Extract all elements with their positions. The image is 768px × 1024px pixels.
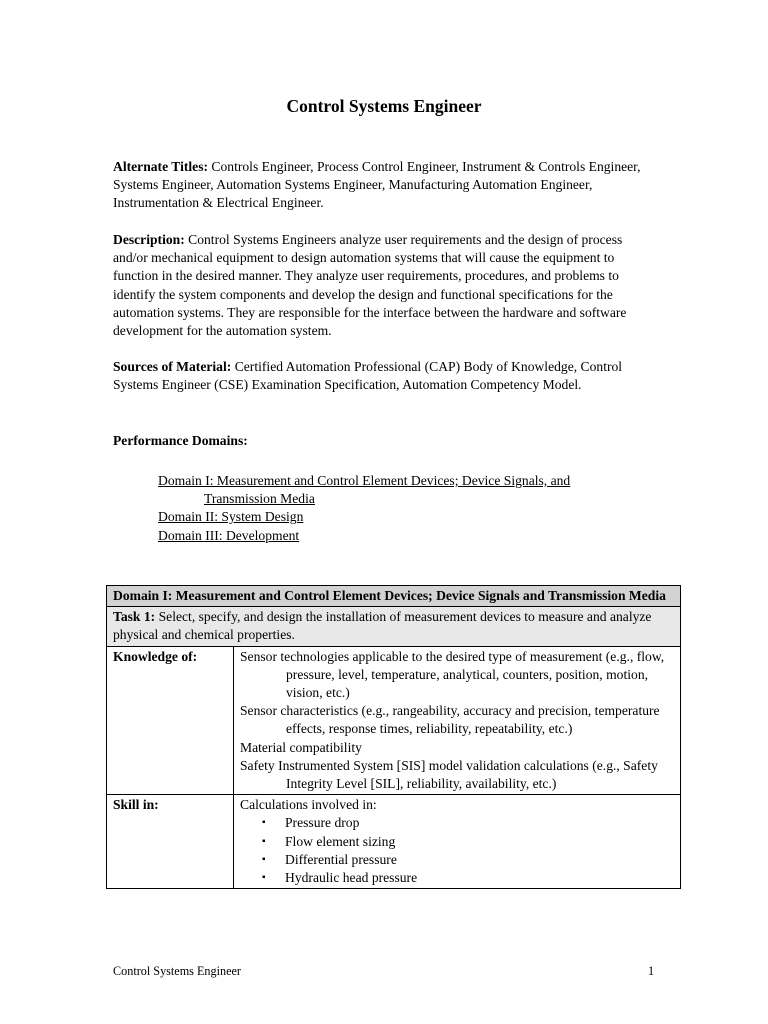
sources-paragraph — [113, 358, 658, 394]
skill-bullet-text: Differential pressure — [285, 851, 397, 867]
knowledge-item: Safety Instrumented System [SIS] model validation calculations (e.g., Safety Integrity Level [SIL], reliability, availability, etc.) — [240, 757, 658, 792]
knowledge-item: Sensor technologies applicable to the desired type of measurement (e.g., flow, pressure, level, temperature, analytical, counters, position, motion, vision, etc.) — [240, 648, 665, 701]
bullet-square-icon: ▪ — [262, 872, 266, 884]
skill-bullet-text: Pressure drop — [285, 815, 360, 831]
table-header-cell: Domain I: Measurement and Control Element Devices; Device Signals and Transmission Media — [107, 586, 681, 607]
knowledge-item: Material compatibility — [240, 739, 362, 755]
skill-row — [107, 795, 681, 889]
knowledge-item: Sensor characteristics (e.g., rangeability, accuracy and precision, temperature effects, response times, reliability, repeatability, etc.) — [240, 703, 660, 737]
bullet-square-icon: ▪ — [262, 835, 266, 847]
list-item — [240, 814, 674, 832]
performance-domains-heading — [113, 432, 658, 450]
domain-1-link-line1: Domain I: Measurement and Control Element Devices; Device Signals, and — [158, 473, 571, 488]
footer-title: Control Systems Engineer — [113, 964, 241, 978]
knowledge-row — [107, 646, 681, 795]
skill-bullet-list — [240, 814, 674, 887]
domain-1-task-table — [106, 585, 681, 889]
description-label: Description: — [113, 232, 185, 247]
domain-1-link[interactable] — [158, 472, 678, 508]
sources-label: Sources of Material: — [113, 359, 232, 374]
task-cell — [107, 607, 681, 646]
skill-label: Skill in: — [107, 795, 234, 889]
skill-bullet-text: Flow element sizing — [285, 833, 396, 849]
domain-1-link-line2: Transmission Media — [204, 491, 315, 507]
bullet-square-icon: ▪ — [262, 817, 266, 829]
description-paragraph — [113, 231, 658, 340]
skill-cell — [234, 795, 681, 889]
sources-text: Certified Automation Professional (CAP) Body of Knowledge, Control Systems Engineer (CSE) Examination Specification, Automation Competency Model. — [113, 359, 623, 393]
list-item — [240, 851, 674, 869]
list-item — [240, 833, 674, 851]
performance-domains-label: Performance Domains: — [113, 433, 248, 448]
task-label: Task 1: — [113, 609, 156, 625]
knowledge-cell — [234, 646, 681, 795]
domain-link-list — [158, 472, 678, 545]
knowledge-label: Knowledge of: — [107, 646, 234, 795]
table-header-row — [107, 586, 681, 607]
list-item — [240, 869, 674, 887]
page-title: Control Systems Engineer — [286, 96, 482, 116]
bullet-square-icon: ▪ — [262, 853, 266, 865]
domain-2-link[interactable]: Domain II: System Design — [158, 509, 304, 525]
task-row — [107, 607, 681, 646]
alternate-titles-paragraph — [113, 158, 658, 213]
skill-intro: Calculations involved in: — [240, 797, 377, 813]
domain-3-link[interactable]: Domain III: Development — [158, 527, 300, 543]
page-number: 1 — [648, 964, 655, 978]
description-text: Control Systems Engineers analyze user requirements and the design of process and/or mechanical equipment to design automation systems that will cause the equipment to function in the desired manner. They analyze user requirements, procedures, and problems to identify the system components and develop the design and functional specifications for the automation systems. They are responsible for the interface between the hardware and software development for the automation system. — [113, 232, 627, 339]
skill-bullet-text: Hydraulic head pressure — [285, 870, 418, 886]
task-text: Select, specify, and design the installation of measurement devices to measure and analyze physical and chemical properties. — [113, 609, 652, 643]
alternate-titles-label: Alternate Titles: — [113, 159, 209, 174]
alternate-titles-text: Controls Engineer, Process Control Engineer, Instrument & Controls Engineer, Systems Engineer, Automation Systems Engineer, Manufacturing Automation Engineer, Instrumentation & Electrical Engineer. — [113, 159, 641, 211]
